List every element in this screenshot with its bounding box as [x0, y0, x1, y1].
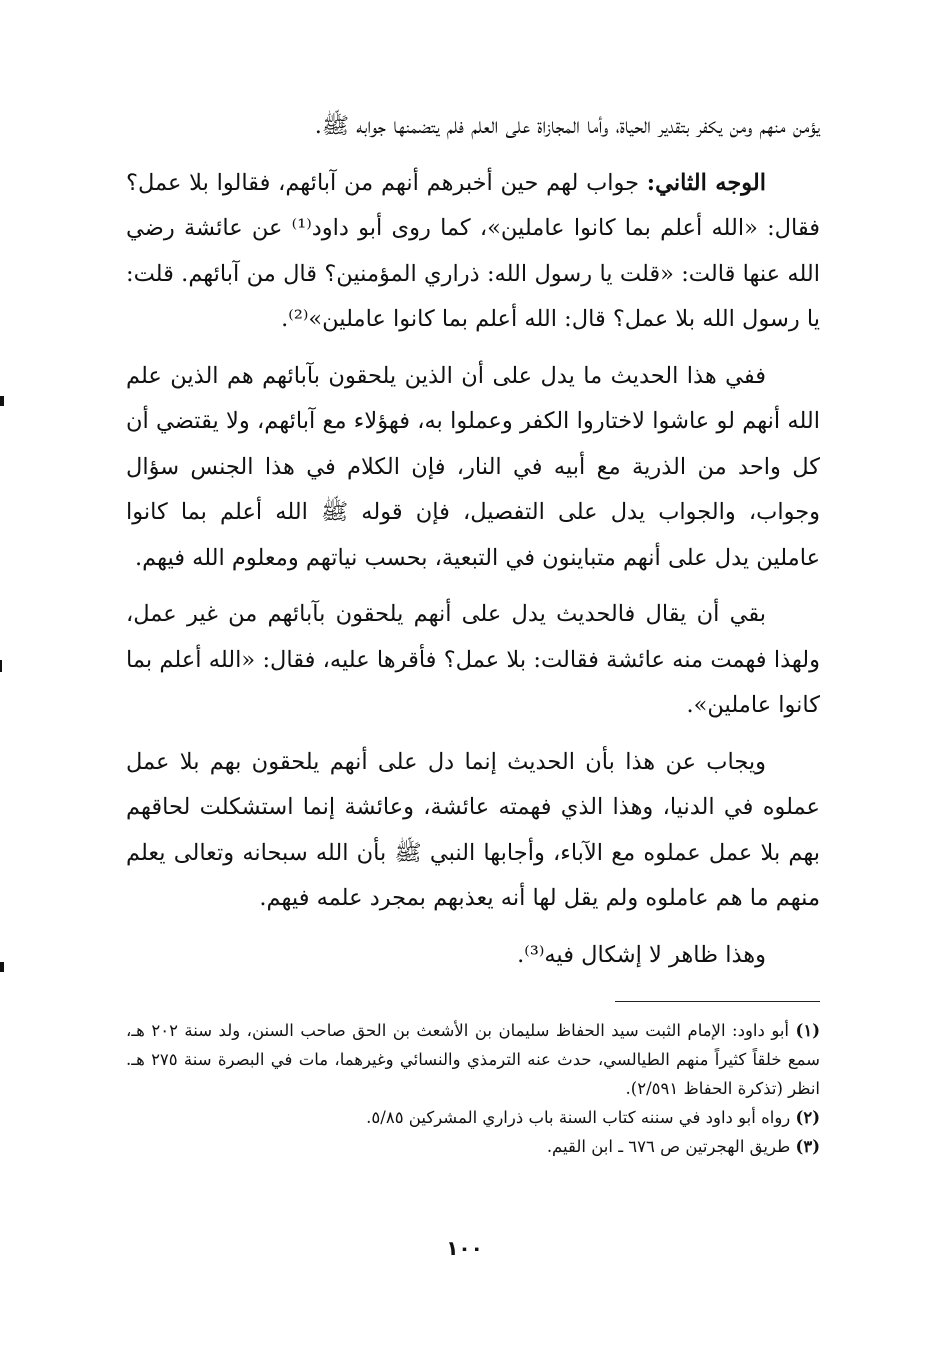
- page-body: [126, 104, 820, 1161]
- footnote-1: [126, 1016, 820, 1103]
- paragraph-4-text: بقي أن يقال فالحديث يدل على أنهم يلحقون بآبائهم من غير عمل، ولهذا فهمت منه عائشة فقالت: بلا عمل؟ فأقرها عليه، فقال: «الله أعلم بما كانوا عاملين».: [126, 601, 820, 718]
- footnote-2: [126, 1103, 820, 1132]
- footnote-3-number: (٣): [795, 1137, 820, 1156]
- footnotes: [126, 1016, 820, 1161]
- paragraph-3-text: ففي هذا الحديث ما يدل على أن الذين يلحقون بآبائهم هم الذين علم الله أنهم لو عاشوا لاختاروا الكفر وعملوا به، فهؤلاء مع آبائهم، ولا يقتضي أن كل واحد من الذرية مع أبيه في النار، فإن الكلام في هذا الجنس سؤال وجواب، والجواب يدل على التفصيل، فإن قوله ﷺ الله أعلم بما كانوا عاملين يدل على أنهم متباينون في التبعية، بحسب نياتهم ومعلوم الله فيهم.: [126, 362, 820, 571]
- paragraph-4: [126, 592, 820, 729]
- footnote-3: [126, 1132, 820, 1161]
- footnote-2-text: رواه أبو داود في سننه كتاب السنة باب ذراري المشركين ٥/٨٥.: [366, 1108, 796, 1127]
- paragraph-1: [126, 104, 820, 150]
- footnote-2-number: (٢): [795, 1108, 820, 1127]
- paragraph-3: [126, 354, 820, 582]
- paragraph-5-text: ويجاب عن هذا بأن الحديث إنما دل على أنهم يلحقون بهم بلا عمل عملوه في الدنيا، وهذا الذي فهمته عائشة، وعائشة إنما استشكلت لحاقهم بهم بلا عمل عملوه مع الآباء، وأجابها النبي ﷺ بأن الله سبحانه وتعالى يعلم منهم ما هم عاملوه ولم يقل لها أنه يعذبهم بمجرد علمه فيهم.: [126, 748, 820, 911]
- footnote-1-text: أبو داود: الإمام الثبت سيد الحفاظ سليمان بن الأشعث بن الحق صاحب السنن، ولد سنة ٢٠٢ هـ، سمع خلقاً كثيراً منهم الطيالسي، حدث عنه الترمذي والنسائي وغيرهما، مات في البصرة سنة ٢٧٥ هـ. انظر (تذكرة الحفاظ ٢/٥٩١).: [126, 1021, 820, 1098]
- paragraph-1-text: يؤمن منهم ومن يكفر بتقدير الحياة، وأما المجازاة على العلم فلم يتضمنها جوابه ﷺ.: [314, 113, 820, 139]
- footnote-separator: [615, 1001, 820, 1002]
- paragraph-2-text: جواب لهم حين أخبرهم أنهم من آبائهم، فقالوا بلا عمل؟ فقال: «الله أعلم بما كانوا عاملين»، كما روى أبو داود⁽¹⁾ عن عائشة رضي الله عنها قالت: «قلت يا رسول الله: ذراري المؤمنين؟ قال من آبائهم. قلت: يا رسول الله بلا عمل؟ قال: الله أعلم بما كانوا عاملين»⁽²⁾.: [126, 169, 820, 332]
- scan-edge-mark-2: [0, 660, 2, 672]
- scan-edge-mark-1: [0, 396, 4, 406]
- paragraph-6-text: وهذا ظاهر لا إشكال فيه⁽³⁾.: [517, 941, 766, 968]
- paragraph-2: [126, 161, 820, 343]
- page-number: ١٠٠: [446, 1236, 483, 1260]
- scan-edge-mark-3: [0, 962, 4, 972]
- paragraph-5: [126, 740, 820, 922]
- footnote-separator-wrap: [126, 989, 820, 1016]
- footnote-1-number: (١): [795, 1021, 820, 1040]
- paragraph-6: [126, 933, 820, 979]
- footnote-3-text: طريق الهجرتين ص ٦٧٦ ـ ابن القيم.: [546, 1137, 796, 1156]
- paragraph-2-lead: الوجه الثاني:: [646, 169, 767, 196]
